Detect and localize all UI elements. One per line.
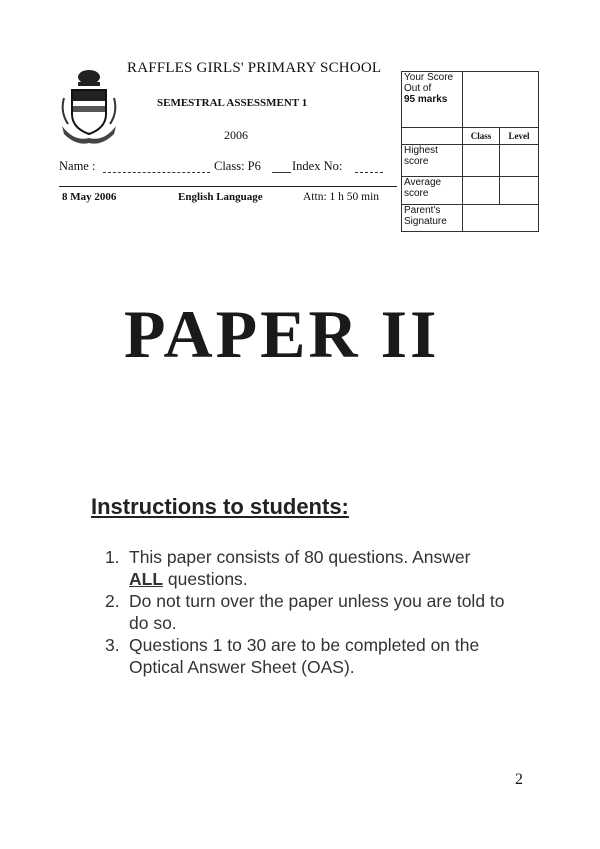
paper-title: PAPER II	[124, 296, 440, 372]
subject-name: English Language	[178, 191, 263, 203]
average-level-cell	[500, 177, 539, 205]
school-crest-logo	[58, 68, 120, 146]
highest-class-cell	[463, 145, 500, 177]
class-field[interactable]	[272, 172, 291, 173]
instruction-number: 3.	[105, 635, 120, 655]
col-class-header: Class	[463, 128, 500, 145]
average-score-label: Average score	[402, 177, 463, 205]
index-no-field[interactable]	[355, 172, 383, 173]
page-number: 2	[515, 771, 523, 788]
instruction-number: 2.	[105, 591, 120, 611]
instruction-text: questions.	[163, 569, 248, 589]
your-score-cell[interactable]	[463, 72, 539, 128]
score-table	[401, 71, 539, 232]
instruction-emphasis: ALL	[129, 569, 164, 589]
instruction-item	[105, 590, 505, 634]
instructions-list	[105, 546, 505, 678]
instruction-text: Questions 1 to 30 are to be completed on the Optical Answer Sheet (OAS).	[129, 635, 480, 677]
instruction-item	[105, 634, 505, 678]
highest-level-cell	[500, 145, 539, 177]
exam-date: 8 May 2006	[62, 191, 117, 203]
your-score-label: Your Score Out of 95 marks	[402, 72, 463, 128]
name-field[interactable]	[103, 172, 210, 173]
instruction-text: This paper consists of 80 questions. Answer	[129, 547, 471, 567]
assessment-title: SEMESTRAL ASSESSMENT 1	[157, 97, 308, 109]
average-class-cell	[463, 177, 500, 205]
col-level-header: Level	[500, 128, 539, 145]
highest-score-label: Highest score	[402, 145, 463, 177]
class-label: Class: P6	[214, 159, 261, 173]
instruction-item	[105, 546, 505, 590]
name-label: Name :	[59, 159, 96, 173]
instruction-text: Do not turn over the paper unless you are told to do so.	[129, 591, 505, 633]
parent-signature-label: Parent's Signature	[402, 205, 463, 232]
parent-signature-cell[interactable]	[463, 205, 539, 232]
instructions-heading: Instructions to students:	[91, 494, 349, 519]
index-no-label: Index No:	[292, 159, 343, 173]
assessment-year: 2006	[224, 128, 248, 142]
header-divider	[59, 186, 397, 187]
header-spacer-cell	[402, 128, 463, 145]
instruction-number: 1.	[105, 547, 120, 567]
school-name: RAFFLES GIRLS' PRIMARY SCHOOL	[127, 60, 382, 76]
exam-duration: Attn: 1 h 50 min	[303, 191, 380, 203]
